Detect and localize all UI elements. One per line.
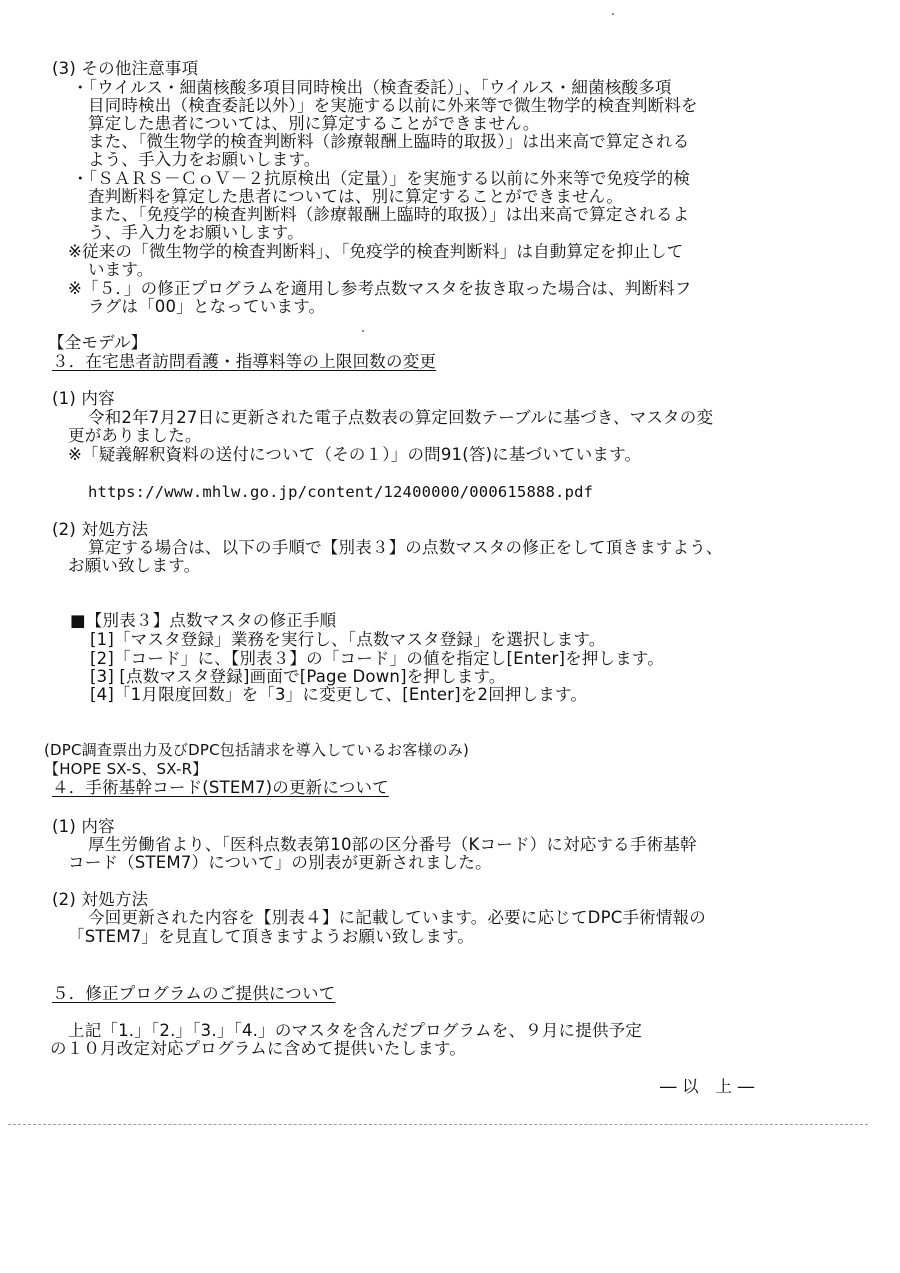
scan-speck: [612, 13, 614, 15]
section5-line: の１０月改定対応プログラムに含めて提供いたします。: [50, 1039, 467, 1058]
section3-content-line: 令和2年7月27日に更新された電子点数表の算定回数テーブルに基づき、マスタの変: [88, 408, 714, 427]
other-notes-line: また、「免疫学的検査判断料（診療報酬上臨時的取扱）」は出来高で算定されるよ: [88, 205, 690, 224]
section3-method-line: 算定する場合は、以下の手順で【別表３】の点数マスタの修正をして頂きますよう、: [88, 538, 723, 557]
other-notes-line: ・「ウイルス・細菌核酸多項目同時検出（検査委託）」、「ウイルス・細菌核酸多項: [72, 78, 672, 97]
section3-step: [2]「コード」に、【別表３】の「コード」の値を指定し[Enter]を押します。: [90, 649, 664, 668]
section5-title: ５．修正プログラムのご提供について: [52, 984, 336, 1003]
section4-method-heading: (2) 対処方法: [52, 890, 149, 909]
section4-content-line: 厚生労働省より、「医科点数表第10部の区分番号（Kコード）に対応する手術基幹: [88, 835, 697, 854]
section3-step: [4]「1月限度回数」を「3」に変更して、[Enter]を2回押します。: [90, 685, 588, 704]
other-notes-line: ラグは「00」となっています。: [88, 297, 326, 316]
section3-content-line: 更がありました。: [68, 426, 202, 445]
section4-method-line: 「STEM7」を見直して頂きますようお願い致します。: [68, 927, 475, 946]
other-notes-line: よう、手入力をお願いします。: [88, 150, 321, 169]
other-notes-line: う、手入力をお願いします。: [88, 223, 304, 242]
section4-model-tag: 【HOPE SX-S、SX-R】: [44, 760, 208, 778]
section3-step: [1]「マスタ登録」業務を実行し、「点数マスタ登録」を選択します。: [90, 630, 606, 649]
other-notes-line: 査判断料を算定した患者については、別に算定することができません。: [88, 187, 624, 206]
section4-title: ４．手術基幹コード(STEM7)の更新について: [52, 778, 389, 797]
other-notes-line: います。: [88, 260, 154, 279]
section4-content-line: コード（STEM7）について」の別表が更新されました。: [68, 853, 492, 872]
other-notes-line: 目同時検出（検査委託以外）」を実施する以前に外来等で微生物学的検査判断料を: [88, 96, 698, 115]
other-notes-line: また、「微生物学的検査判断料（診療報酬上臨時的取扱）」は出来高で算定される: [88, 132, 690, 151]
other-notes-line: ※従来の「微生物学的検査判断料」、「免疫学的検査判断料」は自動算定を抑止して: [68, 242, 684, 261]
section3-content-heading: (1) 内容: [52, 389, 115, 408]
other-notes-heading: (3) その他注意事項: [52, 59, 199, 78]
section3-model-tag: 【全モデル】: [48, 333, 148, 352]
other-notes-line: 算定した患者については、別に算定することができません。: [88, 114, 540, 133]
section3-method-heading: (2) 対処方法: [52, 520, 149, 539]
section4-method-line: 今回更新された内容を【別表４】に記載しています。必要に応じてDPC手術情報の: [88, 908, 706, 927]
section3-title: ３．在宅患者訪問看護・指導料等の上限回数の変更: [52, 352, 437, 371]
section5-line: 上記「1.」「2.」「3.」「4.」のマスタを含んだプログラムを、９月に提供予定: [68, 1021, 643, 1040]
closing-mark: ― 以 上 ―: [660, 1077, 755, 1096]
section3-steps-title: ■【別表３】点数マスタの修正手順: [70, 611, 337, 630]
other-notes-line: ※「５．」の修正プログラムを適用し参考点数マスタを抜き取った場合は、判断料フ: [68, 279, 692, 298]
section3-step: [3] [点数マスタ登録]画面で[Page Down]を押します。: [90, 667, 506, 686]
section3-method-line: お願い致します。: [68, 556, 201, 575]
other-notes-line: ・「ＳＡＲＳ－ＣｏＶ－２抗原検出（定量）」を実施する以前に外来等で免疫学的検: [72, 169, 691, 188]
scan-dashed-line: [8, 1124, 868, 1125]
section4-scope-note: (DPC調査票出力及びDPC包括請求を導入しているお客様のみ): [44, 741, 470, 759]
section4-content-heading: (1) 内容: [52, 817, 115, 836]
section3-reference-url: https://www.mhlw.go.jp/content/12400000/000615888.pdf: [88, 483, 594, 501]
scan-speck: [362, 330, 364, 332]
section3-content-line: ※「疑義解釈資料の送付について（その１）」の問91(答)に基づいています。: [68, 445, 642, 464]
